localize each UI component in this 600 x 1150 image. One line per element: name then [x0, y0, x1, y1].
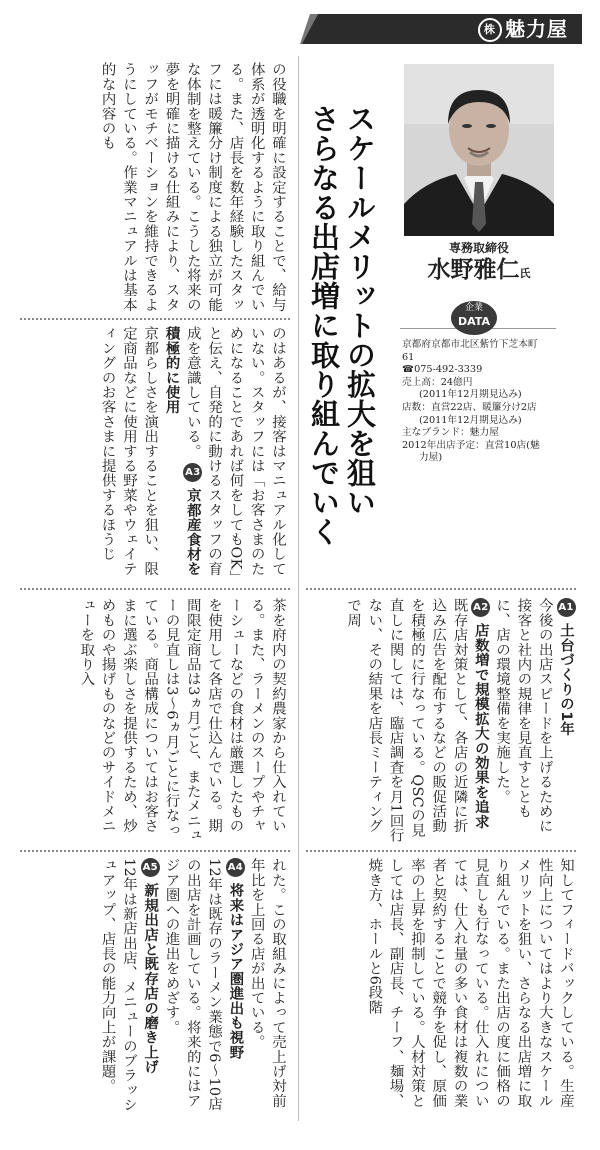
- section-divider-2: [20, 588, 290, 590]
- honorific: 氏: [519, 267, 531, 280]
- data-plan: 2012年出店予定：直営10店(魅: [402, 439, 540, 451]
- data-stores-note: (2011年12月期見込み): [419, 414, 522, 426]
- column-divider: [298, 56, 299, 1121]
- person-name: [404, 255, 554, 289]
- a2-heading: 店数増で規模拡大の効果を追求: [472, 623, 489, 829]
- a5-heading-wrap: [142, 858, 158, 1074]
- body-top-main: の役職を明確に設定することで、給与体系が透明化するように取り組んでいる。また、店長を数年経験したスタッフには暖簾分け制度による独立が可能な体制を整えている。こうした将来の夢を明確に描ける仕組みにより、スタッフがモチベーションを維持できるようにしている。: [120, 62, 286, 312]
- a1-badge: A1: [557, 598, 576, 617]
- data-address-cont: 61: [402, 351, 415, 363]
- a1-body: 今後の出店スピードを上げるために接客と社内の規律を見直すとともに、店の環境整備を実施した。: [494, 598, 553, 834]
- a4-heading: 将来はアジア圏進出も視野: [227, 883, 244, 1060]
- a1-heading: 土台づくりの1年: [558, 623, 574, 737]
- body-left-bottom: [24, 858, 288, 1120]
- section-divider-3: [306, 588, 576, 590]
- a5-body: 12年は新店出店、メニューのブラッシュアップ、店長の能力向上が課題。: [99, 858, 137, 1113]
- body-top-cont: 作業マニュアルは基本的な内容のも: [99, 62, 137, 312]
- a2-body: 既存店対策として、各店の近隣に折込み広告を配布するなどの販促活動を積極的に行なっている。QSCの見直しに関しては、臨店調査を月1回行ない、その結果を店長ミーティングで周: [345, 598, 468, 843]
- data-brand: 主なブランド：魅力屋: [402, 427, 499, 439]
- portrait-illustration: [404, 64, 554, 236]
- company-name: [478, 15, 568, 43]
- company-banner: [300, 14, 582, 44]
- company-name-text: 魅力屋: [505, 17, 568, 41]
- a3-badge: A3: [183, 463, 202, 482]
- corporation-mark: 株: [478, 18, 502, 42]
- a2-heading-wrap: [473, 598, 489, 829]
- body-right-lower: [306, 598, 576, 846]
- data-address: 京都府京都市北区紫竹下芝本町: [402, 339, 538, 350]
- badge-label-1: 企業: [464, 303, 483, 313]
- data-plan-cont: 力屋): [419, 452, 443, 464]
- section-divider-4: [20, 850, 290, 852]
- data-stores: 店数：直営22店、暖簾分け2店: [402, 401, 537, 413]
- a2-continued: 知してフィードバックしている。生産性向上についてはより大きなスケールメリットを狙い、さらなる出店増に取り組んでいる。また出店の度に価格の見直しも行なっている。仕入れについては、仕入れ量の多い食材は複数の業者と契約することで競争を促し、原価率の上昇を抑制している。人材対策としては店長、副店長、チーフ、麺場、焼き方、ホールと6段階: [366, 858, 574, 1108]
- body-right-bottom: [306, 858, 576, 1120]
- headline-line-1: スケールメリットの拡大を狙い: [343, 104, 377, 517]
- a4-badge: A4: [226, 858, 245, 877]
- headline-line-2: さらなる出店増に取り組んでいく: [307, 104, 341, 547]
- a5-heading: 新規出店と既存店の磨き上げ: [142, 883, 159, 1075]
- a4-heading-wrap: [227, 858, 243, 1059]
- person-role: 専務取締役: [448, 241, 509, 255]
- company-data: [402, 339, 560, 465]
- a1-heading-wrap: [558, 598, 574, 736]
- section-divider-1: [20, 318, 290, 320]
- a3-heading: 京都産食材を積極的に使用: [163, 326, 201, 577]
- company-data-badge: [450, 298, 498, 336]
- headline: [306, 104, 378, 547]
- a4-body: 12年は既存のラーメン業態で6～10店の出店を計画している。将来的にはアジア圏への進出をめざす。: [163, 858, 223, 1112]
- body-top-left: [30, 62, 288, 314]
- person-name-text: 水野雅仁: [427, 256, 520, 283]
- body-mid-cont: のはあるが、接客はマニュアル化していない。スタッフには「お客さまのためになることであれば何をしてもOK」と伝え、自発的に動けるスタッフの育成を意識している。: [184, 326, 286, 578]
- data-sales-note: (2011年12月期見込み): [419, 389, 522, 401]
- a2-badge: A2: [471, 598, 490, 617]
- a5-badge: A5: [141, 858, 160, 877]
- a3-body: 京都らしさを演出することを狙い、限定商品などに使用する野菜やウェイティングのお客さまに提供するほうじ: [99, 326, 159, 576]
- bottom-cont: れた。この取組みによって売上げ対前年比を上回る店が出ている。: [248, 858, 286, 1108]
- tea-body: 茶を府内の契約農家から仕入れている。また、ラーメンのスープやチャーシューなどの食材は厳選したものを使用して各店で仕込んでいる。期間限定商品は3ヵ月ごと、またメニューの見直しは3～6ヵ月ごとに行なっている。商品構成についてはお客さまに選ぶ楽しさを提供するため、炒めものや揚げものなどのサイドメニューを取り入: [78, 598, 286, 843]
- data-sales: 売上高：24億円: [402, 376, 473, 388]
- body-left-lower: [24, 598, 288, 846]
- portrait-photo: [404, 64, 554, 236]
- section-divider-5: [306, 850, 576, 852]
- body-mid-left: [24, 326, 288, 584]
- badge-label-2: DATA: [458, 315, 490, 328]
- data-phone: ☎075-492-3339: [402, 364, 483, 376]
